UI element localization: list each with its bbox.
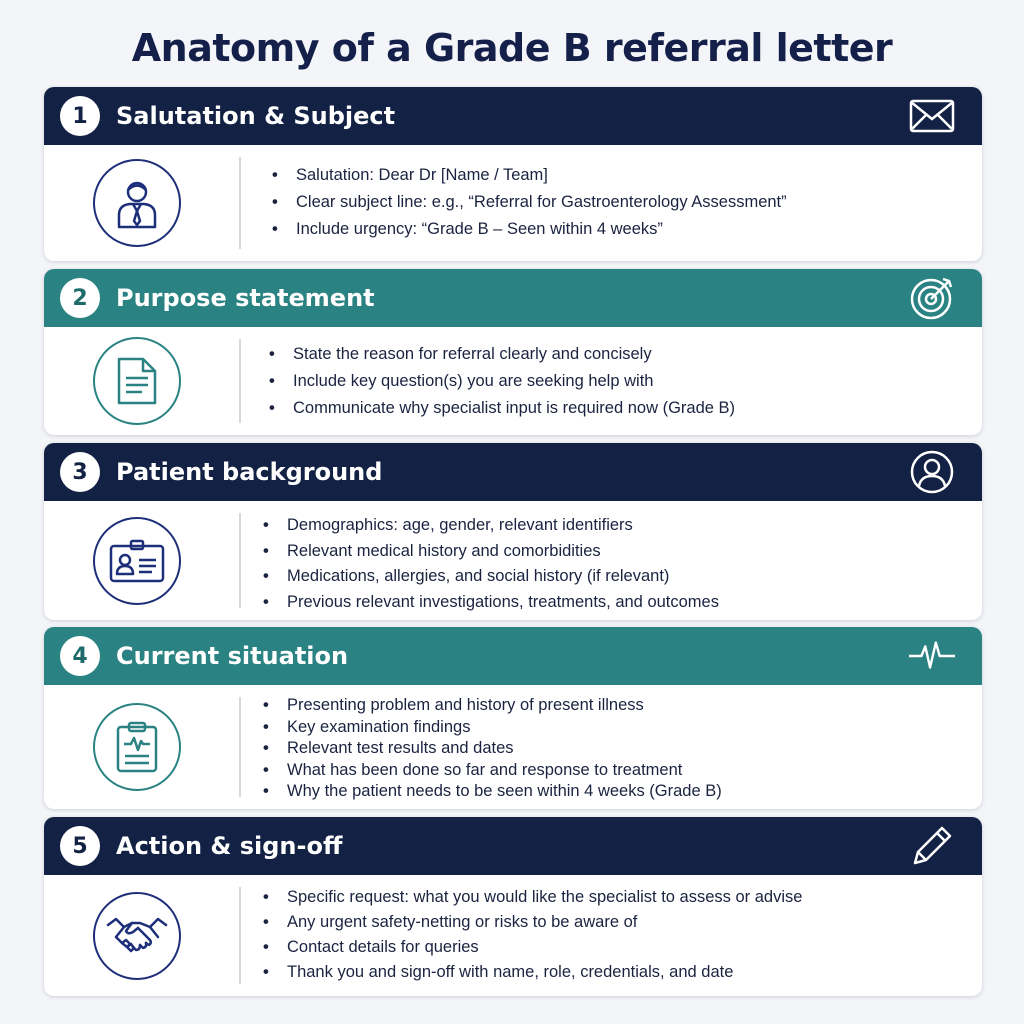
list-item: • State the reason for referral clearly and concisely xyxy=(269,341,735,368)
section-number: 5 xyxy=(60,826,100,866)
section-header xyxy=(44,817,982,875)
section-header xyxy=(44,443,982,501)
section-number: 2 xyxy=(60,278,100,318)
envelope-icon xyxy=(908,96,956,136)
section-number: 4 xyxy=(60,636,100,676)
section-patient-background xyxy=(44,443,982,620)
pencil-icon xyxy=(908,826,956,866)
list-item: • Salutation: Dear Dr [Name / Team] xyxy=(272,162,787,189)
list-item: • What has been done so far and response to treatment xyxy=(263,760,722,782)
list-item: • Demographics: age, gender, relevant identifiers xyxy=(263,513,719,539)
section-body xyxy=(44,875,982,996)
handshake-icon xyxy=(93,892,181,980)
section-heading: Action & sign-off xyxy=(116,832,343,860)
bullet-list xyxy=(263,885,802,985)
list-item: • Key examination findings xyxy=(263,717,722,739)
list-item: • Any urgent safety-netting or risks to be aware of xyxy=(263,910,802,935)
heartbeat-icon xyxy=(908,636,956,676)
list-item: • Relevant medical history and comorbidities xyxy=(263,539,719,565)
doctor-icon xyxy=(93,159,181,247)
document-icon xyxy=(93,337,181,425)
section-header xyxy=(44,269,982,327)
section-action-sign-off xyxy=(44,817,982,996)
list-item: • Previous relevant investigations, treatments, and outcomes xyxy=(263,590,719,616)
list-item: • Include key question(s) you are seeking help with xyxy=(269,368,735,395)
list-item: • Communicate why specialist input is required now (Grade B) xyxy=(269,395,735,422)
bullet-list xyxy=(272,162,787,243)
clipboard-icon xyxy=(93,703,181,791)
bullet-list xyxy=(263,695,722,803)
list-item: • Include urgency: “Grade B – Seen within 4 weeks” xyxy=(272,216,787,243)
list-item: • Why the patient needs to be seen within 4 weeks (Grade B) xyxy=(263,781,722,803)
list-item: • Medications, allergies, and social history (if relevant) xyxy=(263,564,719,590)
section-number: 1 xyxy=(60,96,100,136)
id-card-icon xyxy=(93,517,181,605)
list-item: • Contact details for queries xyxy=(263,935,802,960)
section-header xyxy=(44,87,982,145)
bullet-list xyxy=(263,513,719,615)
list-item: • Relevant test results and dates xyxy=(263,738,722,760)
divider xyxy=(239,157,241,249)
section-heading: Patient background xyxy=(116,458,383,486)
user-circle-icon xyxy=(908,452,956,492)
section-header xyxy=(44,627,982,685)
section-body xyxy=(44,685,982,809)
target-icon xyxy=(908,278,956,318)
section-heading: Purpose statement xyxy=(116,284,375,312)
list-item: • Presenting problem and history of present illness xyxy=(263,695,722,717)
divider xyxy=(239,513,241,608)
section-salutation-subject xyxy=(44,87,982,261)
section-body xyxy=(44,145,982,261)
list-item: • Specific request: what you would like the specialist to assess or advise xyxy=(263,885,802,910)
section-purpose-statement xyxy=(44,269,982,435)
section-heading: Salutation & Subject xyxy=(116,102,396,130)
page-title: Anatomy of a Grade B referral letter xyxy=(131,26,893,70)
divider xyxy=(239,339,241,423)
divider xyxy=(239,697,241,797)
section-body xyxy=(44,327,982,435)
list-item: • Thank you and sign-off with name, role, credentials, and date xyxy=(263,960,802,985)
section-current-situation xyxy=(44,627,982,809)
bullet-list xyxy=(269,341,735,422)
section-heading: Current situation xyxy=(116,642,349,670)
section-body xyxy=(44,501,982,620)
divider xyxy=(239,887,241,984)
list-item: • Clear subject line: e.g., “Referral for Gastroenterology Assessment” xyxy=(272,189,787,216)
section-number: 3 xyxy=(60,452,100,492)
